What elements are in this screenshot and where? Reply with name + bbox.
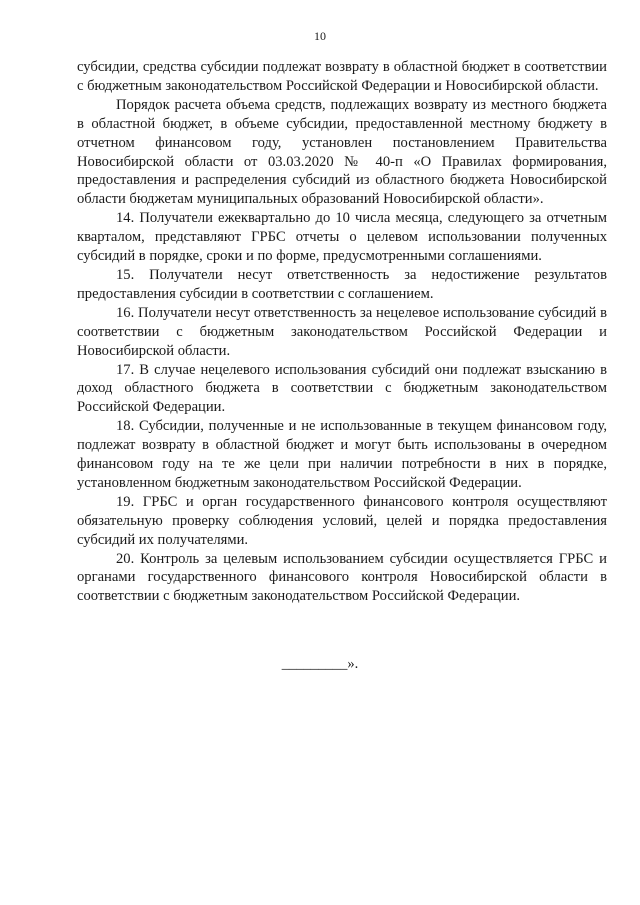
paragraph-19: 19. ГРБС и орган государственного финансового контроля осуществляют обязательную проверку соблюдения условий, целей и порядка предоставления субсидий их получателями. — [77, 493, 607, 548]
paragraph-16: 16. Получатели несут ответственность за нецелевое использование субсидий в соответствии с бюджетным законодательством Российской Федерации и Новосибирской области. — [77, 304, 607, 359]
paragraph-14: 14. Получатели ежеквартально до 10 числа месяца, следующего за отчетным кварталом, представляют ГРБС отчеты о целевом использовании полученных субсидий в порядке, сроки и по форме, предусмотренными соглашениями. — [77, 210, 607, 265]
paragraph-20: 20. Контроль за целевым использованием субсидии осуществляется ГРБС и органами государственного финансового контроля Новосибирской области в соответствии с бюджетным законодательством Российской Федерации. — [77, 550, 607, 605]
page-number: 10 — [314, 29, 326, 43]
closing-mark: _________». — [281, 656, 359, 672]
paragraph-18: 18. Субсидии, полученные и не использованные в текущем финансовом году, подлежат возврату в областной бюджет и могут быть использованы в очередном финансовом году на те же цели при наличии потребности в них в порядке, установленном бюджетным законодательством Российской Федерации. — [77, 418, 607, 491]
paragraph-17: 17. В случае нецелевого использования субсидий они подлежат взысканию в доход областного бюджета в соответствии с бюджетным законодательством Российской Федерации. — [77, 361, 607, 416]
document-body — [77, 58, 607, 606]
paragraph-continuation: субсидии, средства субсидии подлежат возврату в областной бюджет в соответствии с бюджетным законодательством Российской Федерации и Новосибирской области. — [77, 59, 607, 94]
paragraph-15: 15. Получатели несут ответственность за недостижение результатов предоставления субсидии в соответствии с соглашением. — [77, 266, 607, 302]
paragraph-refund-procedure: Порядок расчета объема средств, подлежащих возврату из местного бюджета в областной бюджет, в объеме субсидии, предоставленной местному бюджету в отчетном финансовом году, установлен постановлением Правительства Новосибирской области от 03.03.2020 № 40-п «О Правилах формирования, предоставления и распределения субсидий из областного бюджета Новосибирской области бюджетам муниципальных образований Новосибирской области». — [77, 96, 607, 208]
